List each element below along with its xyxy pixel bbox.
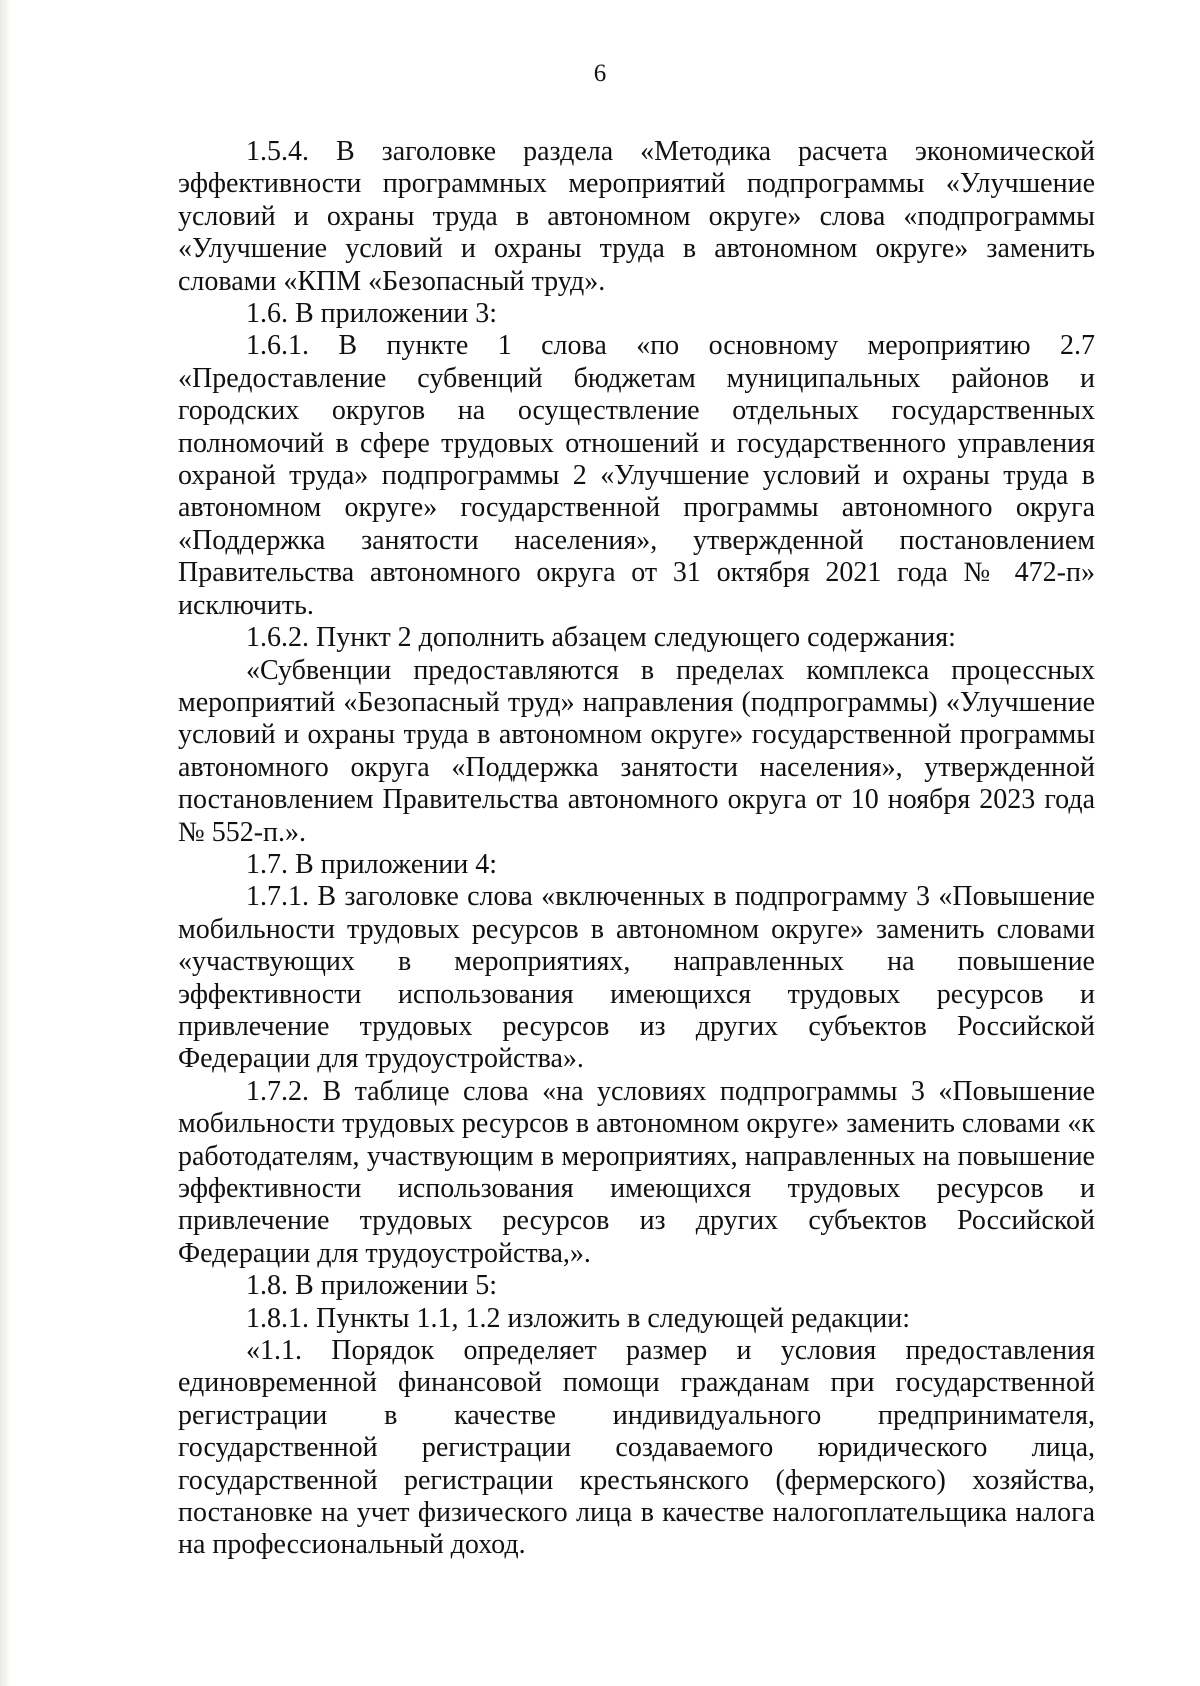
scan-edge [0,0,10,1686]
paragraph-1-6: 1.6. В приложении 3: [246,298,498,330]
paragraph-1-7: 1.7. В приложении 4: [246,848,498,880]
paragraph-1-6-1: 1.6.1. В пункте 1 слова «по основному мероприятию 2.7 «Предоставление субвенций бюджетам муниципальных районов и городских округов на осуществление отдельных государственных полномочий в сфере трудовых отношений и государственного управления охраной труда» подпрограммы 2 «Улучшение условий и охраны труда в автономном округе» государственной программы автономного округа «Поддержка занятости населения», утвержденной постановлением Правительства автономного округа от 31 октября 2021 года № 472-п» исключить. [178,330,1095,621]
paragraph-1-1-quote: «1.1. Порядок определяет размер и условия предоставления единовременной финансовой помощи гражданам при государственной регистрации в качестве индивидуального предпринимателя, государственной регистрации создаваемого юридического лица, государственной регистрации крестьянского (фермерского) хозяйства, постановке на учет физического лица в качестве налогоплательщика налога на профессиональный доход. [178,1335,1095,1561]
paragraph-1-7-2: 1.7.2. В таблице слова «на условиях подпрограммы 3 «Повышение мобильности трудовых ресурсов в автономном округе» заменить словами «к работодателям, участвующим в мероприятиях, направленных на повышение эффективности использования имеющихся трудовых ресурсов и привлечение трудовых ресурсов из других субъектов Российской Федерации для трудоустройства,». [178,1075,1095,1269]
paragraph-1-8-1: 1.8.1. Пункты 1.1, 1.2 изложить в следующей редакции: [246,1302,911,1334]
paragraph-1-7-1: 1.7.1. В заголовке слова «включенных в подпрограмму 3 «Повышение мобильности трудовых ресурсов в автономном округе» заменить словами «участвующих в мероприятиях, направленных на повышение эффективности использования имеющихся трудовых ресурсов и привлечение трудовых ресурсов из других субъектов Российской Федерации для трудоустройства». [178,881,1095,1075]
paragraph-1-5-4: 1.5.4. В заголовке раздела «Методика расчета экономической эффективности программных мероприятий подпрограммы «Улучшение условий и охраны труда в автономном округе» слова «подпрограммы «Улучшение условий и охраны труда в автономном округе» заменить словами «КПМ «Безопасный труд». [178,136,1095,297]
paragraph-subventions-quote: «Субвенции предоставляются в пределах комплекса процессных мероприятий «Безопасный труд» направления (подпрограммы) «Улучшение условий и охраны труда в автономном округе» государственной программы автономного округа «Поддержка занятости населения», утвержденной постановлением Правительства автономного округа от 10 ноября 2023 года № 552-п.». [178,654,1095,848]
page-number: 6 [593,60,607,87]
document-body [178,136,1095,1562]
paragraph-1-6-2: 1.6.2. Пункт 2 дополнить абзацем следующего содержания: [246,622,956,654]
paragraph-1-8: 1.8. В приложении 5: [246,1270,498,1302]
